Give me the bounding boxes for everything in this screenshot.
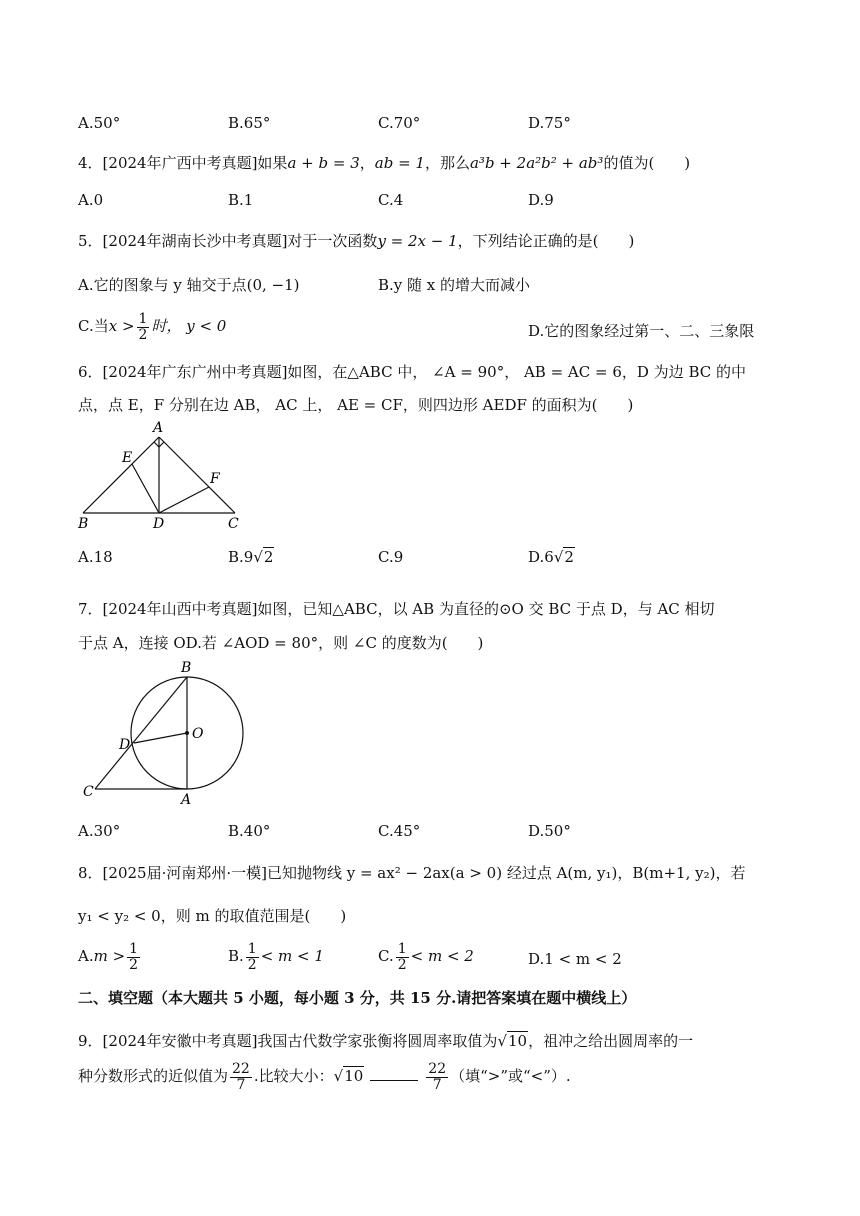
q5-stem-prefix: 5．[2024年湖南长沙中考真题]对于一次函数 (78, 232, 378, 250)
q8-optb-fraction (246, 942, 259, 972)
fraction-denominator: 2 (247, 956, 257, 973)
q8-optc-fraction (396, 942, 409, 972)
fraction-denominator: 2 (397, 956, 407, 973)
q4-option-c: C.4 (378, 191, 404, 209)
q9-sqrt10-compare: 10 (344, 1067, 364, 1086)
q4-option-b: B.1 (228, 191, 254, 209)
q6-option-b: B.9√2 (228, 548, 274, 566)
q8-optb-post: < m < 1 (260, 947, 324, 966)
q5-func: y = 2x − 1 (377, 232, 458, 250)
q4-mid: ，那么 (424, 154, 470, 172)
q9-line2-mid: .比较大小： (253, 1067, 334, 1086)
q5-optc-pre: C.当 (78, 317, 109, 336)
q6-option-a: A.18 (78, 548, 113, 566)
section-heading: 二、填空题（本大题共 5 小题，每小题 3 分，共 15 分.请把答案填在题中横线上） (78, 989, 637, 1007)
q7-label-d: D (119, 737, 131, 753)
q9-fraction-a (230, 1062, 252, 1092)
fraction-numerator: 22 (428, 1061, 447, 1077)
q6-optb-pre: B.9 (228, 548, 254, 566)
fraction-numerator: 22 (232, 1061, 250, 1077)
q6-label-b: B (78, 516, 89, 532)
q6-label-a: A (153, 420, 164, 436)
fraction-numerator: 1 (247, 941, 257, 957)
q4-tail: 的值为( ) (603, 154, 691, 172)
q7-stem-line1: 7．[2024年山西中考真题]如图，已知△ABC，以 AB 为直径的⊙O 交 BC 于点 D，与 AC 相切 (78, 600, 715, 618)
q6-optb-radicand: 2 (263, 548, 274, 566)
q4-expr: a³b + 2a²b² + ab³ (469, 154, 604, 172)
q4-sep: ， (359, 154, 375, 172)
fraction-numerator: 1 (129, 941, 139, 957)
q6-label-e: E (122, 450, 133, 466)
q5-optc-fraction (137, 312, 150, 342)
answer-blank[interactable] (370, 1066, 418, 1081)
q7-option-d: D.50° (528, 822, 571, 840)
q6-label-c: C (228, 516, 239, 532)
q4-option-a: A.0 (78, 191, 104, 209)
q7-option-a: A.30° (78, 822, 121, 840)
fraction-denominator: 7 (432, 1076, 442, 1093)
q7-label-a: A (181, 792, 192, 808)
q9-line2-pre: 种分数形式的近似值为 (78, 1067, 229, 1086)
q4-cond1: a + b = 3 (287, 154, 360, 172)
q5-tail: ，下列结论正确的是( ) (457, 232, 635, 250)
q8-option-c (378, 942, 474, 972)
q6-label-f: F (210, 471, 220, 487)
q6-option-d: D.6√2 (528, 548, 574, 566)
q4-cond2: ab = 1 (374, 154, 425, 172)
q9-line1-post: ，祖冲之给出圆周率的一 (528, 1032, 694, 1050)
q6-optd-radicand: 2 (564, 548, 574, 566)
q7-segment-od (134, 733, 187, 743)
q9-fraction-b (426, 1062, 448, 1092)
q6-side-ac (159, 437, 235, 513)
q8-optb-pre: B. (228, 947, 244, 966)
q8-stem-line2: y₁ < y₂ < 0，则 m 的取值范围是( ) (78, 907, 347, 925)
q8-option-b (228, 942, 324, 972)
q8-option-a (78, 942, 142, 972)
fraction-denominator: 2 (138, 326, 148, 343)
fraction-numerator: 1 (397, 941, 407, 957)
q7-center-dot (185, 731, 189, 735)
q9-stem-line2: 种分数形式的近似值为 $\frac{22}{7}$ .比较大小：√10 $\frac{22}{7}$ （填“>”或“<”）. (78, 1061, 571, 1093)
q5-option-c (78, 312, 226, 342)
q5-optc-post: 时， y < 0 (151, 317, 227, 336)
q6-figure (70, 418, 260, 534)
q7-label-c: C (83, 784, 94, 800)
q9-stem-line1: 9．[2024年安徽中考真题]我国古代数学家张衡将圆周率取值为√10，祖冲之给出圆周率的一 (78, 1032, 694, 1050)
q8-opta-var: m > (93, 947, 126, 966)
q5-option-d: D.它的图象经过第一、二、三象限 (528, 322, 755, 340)
q6-segment-fd (159, 487, 209, 513)
q7-option-b: B.40° (228, 822, 271, 840)
q9-sqrt10: 10 (508, 1032, 528, 1050)
q3-option-d: D.75° (528, 114, 571, 132)
q7-stem-line2: 于点 A，连接 OD.若 ∠AOD = 80°，则 ∠C 的度数为( ) (78, 634, 484, 652)
q6-optd-pre: D.6 (528, 548, 554, 566)
q8-option-d: D.1 < m < 2 (528, 950, 622, 968)
q4-stem (78, 152, 690, 173)
q9-line2-post: （填“>”或“<”）. (450, 1067, 571, 1086)
q6-stem-line2: 点，点 E，F 分别在边 AB， AC 上， AE = CF，则四边形 AEDF 的面积为( ) (78, 396, 634, 414)
q5-option-a: A.它的图象与 y 轴交于点(0, −1) (78, 276, 300, 294)
q7-line-bc (95, 677, 187, 789)
q7-label-b: B (181, 660, 192, 676)
fraction-denominator: 2 (129, 956, 139, 973)
q8-stem-line1: 8．[2025届·河南郑州·一模]已知抛物线 y = ax² − 2ax(a > 0) 经过点 A(m, y₁)，B(m+1, y₂)，若 (78, 864, 746, 882)
q5-stem (78, 230, 634, 251)
q6-side-ab (83, 437, 159, 513)
q5-optc-x: x > (108, 317, 135, 336)
q4-option-d: D.9 (528, 191, 554, 209)
q7-figure (75, 658, 265, 810)
q5-option-b: B.y 随 x 的增大而减小 (378, 276, 531, 294)
fraction-denominator: 7 (236, 1076, 246, 1093)
q4-stem-prefix: 4．[2024年广西中考真题]如果 (78, 154, 288, 172)
q6-option-c: C.9 (378, 548, 404, 566)
q6-segment-ed (132, 464, 159, 513)
q9-line1-pre: 9．[2024年安徽中考真题]我国古代数学家张衡将圆周率取值为 (78, 1032, 498, 1050)
fraction-numerator: 1 (138, 311, 148, 327)
q6-stem-line1: 6．[2024年广东广州中考真题]如图，在△ABC 中， ∠A = 90°， AB = AC = 6，D 为边 BC 的中 (78, 363, 746, 381)
q3-option-c: C.70° (378, 114, 421, 132)
q7-option-c: C.45° (378, 822, 421, 840)
q8-opta-pre: A. (78, 947, 94, 966)
q7-label-o: O (192, 726, 204, 742)
q3-option-a: A.50° (78, 114, 121, 132)
q8-optc-post: < m < 2 (410, 947, 474, 966)
q8-optc-pre: C. (378, 947, 394, 966)
q3-option-b: B.65° (228, 114, 271, 132)
q8-opta-fraction (127, 942, 140, 972)
q6-label-d: D (153, 516, 165, 532)
